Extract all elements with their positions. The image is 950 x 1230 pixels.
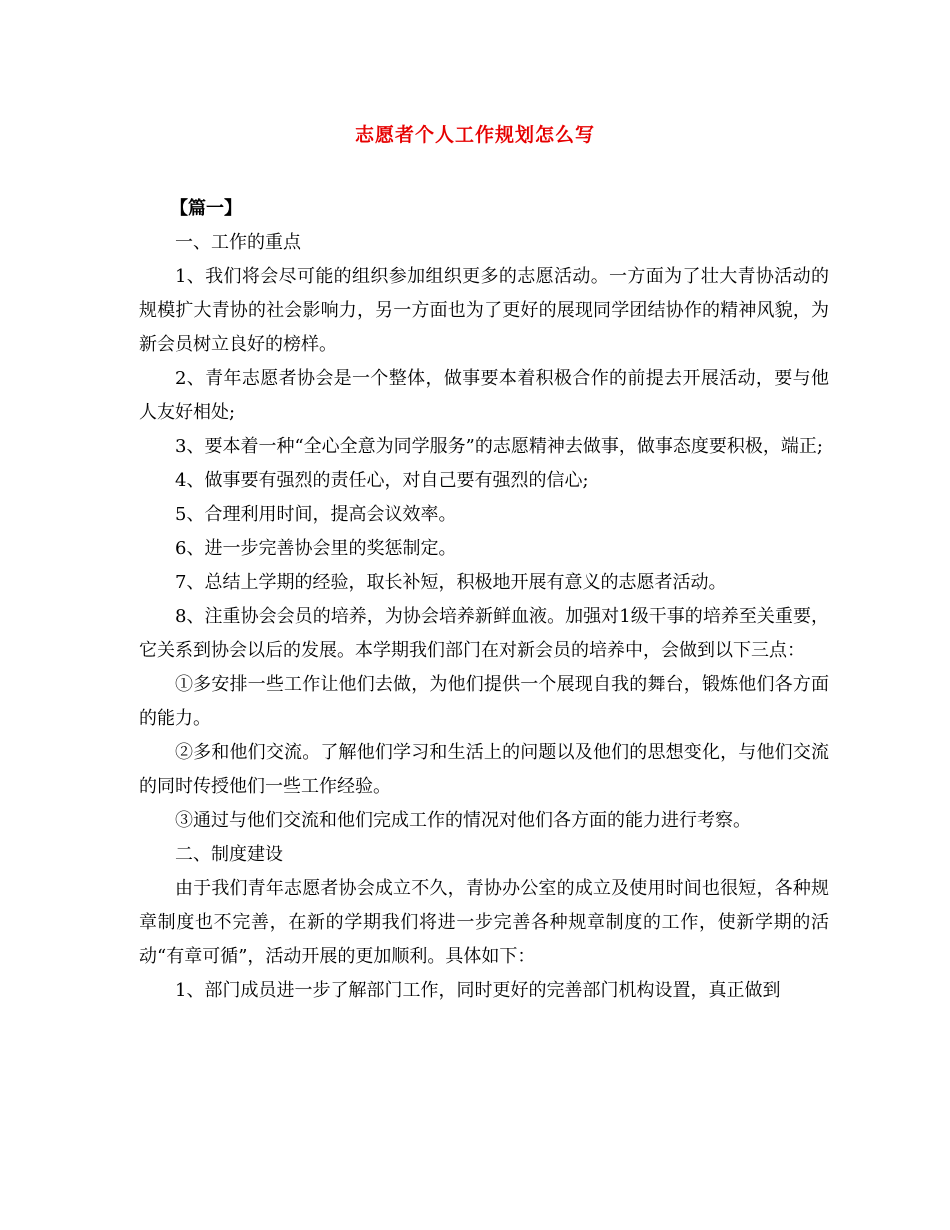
paragraph: 1、部门成员进一步了解部门工作，同时更好的完善部门机构设置，真正做到	[175, 980, 781, 1001]
paragraph: 5、合理利用时间，提高会议效率。	[175, 504, 457, 525]
paragraph: 6、进一步完善协会里的奖惩制定。	[175, 538, 457, 559]
paragraph: 7、总结上学期的经验，取长补短，积极地开展有意义的志愿者活动。	[175, 572, 727, 593]
heading-work-focus: 一、工作的重点	[175, 232, 301, 253]
paragraph: 1、我们将会尽可能的组织参加组织更多的志愿活动。一方面为了壮大青协活动的规模扩大青协的社会影响力，另一方面也为了更好的展现同学团结协作的精神风貌，为新会员树立良好的榜样。	[139, 266, 829, 355]
paragraph: ②多和他们交流。了解他们学习和生活上的问题以及他们的思想变化，与他们交流的同时传授他们一些工作经验。	[139, 742, 829, 797]
section-label: 【篇一】	[170, 198, 242, 219]
paragraph: 8、注重协会会员的培养，为协会培养新鲜血液。加强对1级干事的培养至关重要，它关系到协会以后的发展。本学期我们部门在对新会员的培养中，会做到以下三点：	[139, 606, 829, 661]
paragraph: ①多安排一些工作让他们去做，为他们提供一个展现自我的舞台，锻炼他们各方面的能力。	[139, 674, 829, 729]
paragraph: 3、要本着一种“全心全意为同学服务”的志愿精神去做事，做事态度要积极，端正;	[175, 436, 823, 457]
heading-system-construction: 二、制度建设	[175, 844, 283, 865]
document-title: 志愿者个人工作规划怎么写	[354, 124, 595, 146]
document-body	[139, 226, 829, 1008]
paragraph: 由于我们青年志愿者协会成立不久，青协办公室的成立及使用时间也很短，各种规章制度也不完善，在新的学期我们将进一步完善各种规章制度的工作，使新学期的活动“有章可循”，活动开展的更加顺利。具体如下：	[139, 878, 829, 967]
paragraph: 2、青年志愿者协会是一个整体，做事要本着积极合作的前提去开展活动，要与他人友好相处;	[139, 368, 829, 423]
paragraph: 4、做事要有强烈的责任心，对自己要有强烈的信心;	[175, 470, 589, 491]
paragraph: ③通过与他们交流和他们完成工作的情况对他们各方面的能力进行考察。	[175, 810, 751, 831]
